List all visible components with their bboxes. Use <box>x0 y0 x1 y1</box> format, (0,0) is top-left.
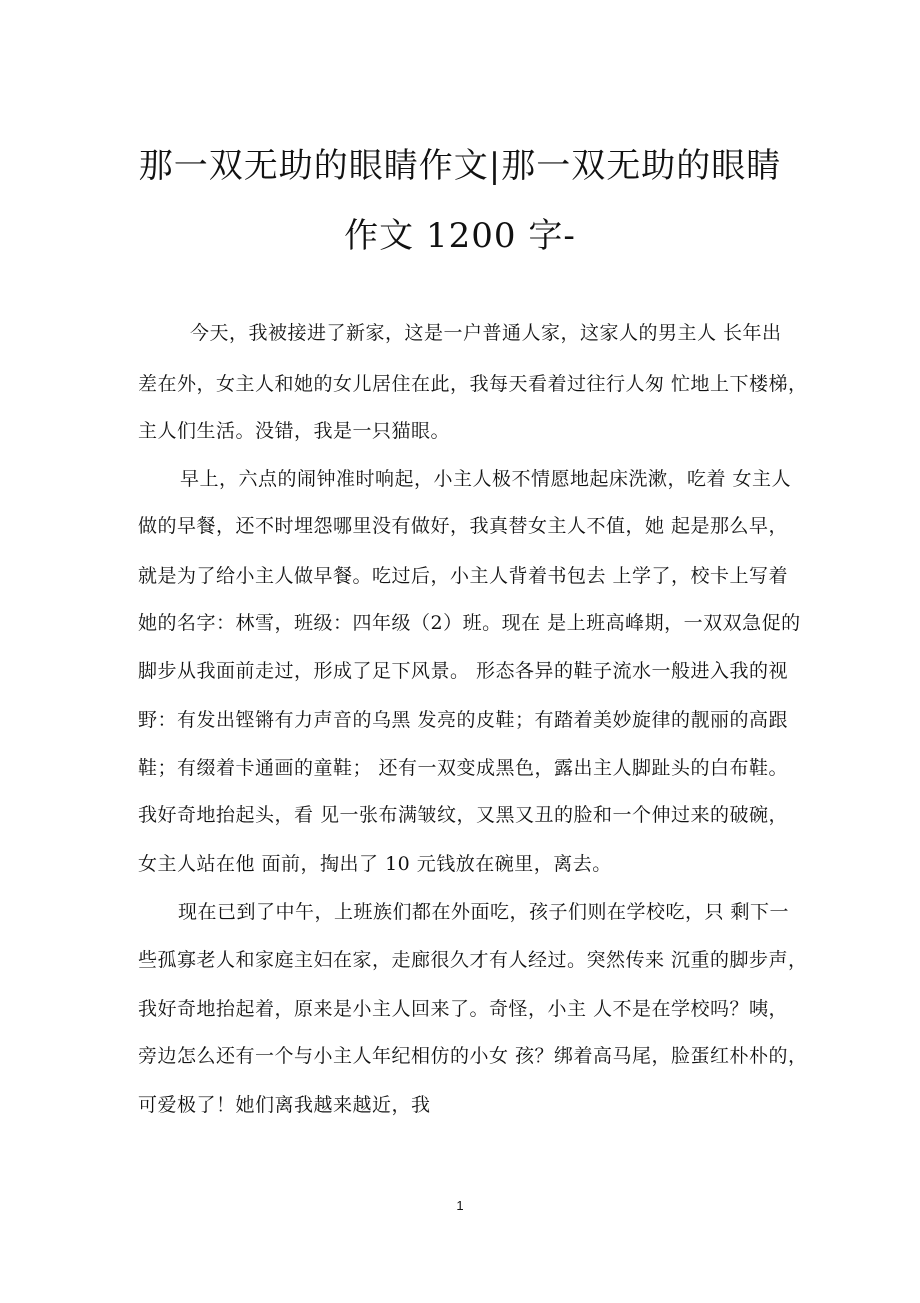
paragraph-2-line-4: 她的名字：林雪，班级：四年级（2）班。现在 是上班高峰期，一双双急促的 <box>138 612 801 634</box>
paragraph-3-line-4: 旁边怎么还有一个与小主人年纪相仿的小女 孩？绑着高马尾，脸蛋红朴朴的， <box>138 1045 808 1067</box>
paragraph-2-line-1: 早上，六点的闹钟准时响起，小主人极不情愿地起床洗漱，吃着 女主人 <box>180 468 792 490</box>
paragraph-2-line-8: 我好奇地抬起头，看 见一张布满皱纹，又黑又丑的脸和一个伸过来的破碗， <box>138 804 789 826</box>
paragraph-2-line-2: 做的早餐，还不时埋怨哪里没有做好，我真替女主人不值，她 起是那么早， <box>138 515 789 537</box>
paragraph-1-line-3: 主人们生活。没错，我是一只猫眼。 <box>138 420 451 442</box>
paragraph-2-line-9: 女主人站在他 面前，掏出了 10 元钱放在碗里，离去。 <box>138 853 612 875</box>
paragraph-1-line-2: 差在外，女主人和她的女儿居住在此，我每天看着过往行人匆 忙地上下楼梯， <box>138 373 808 395</box>
paragraph-2-line-3: 就是为了给小主人做早餐。吃过后，小主人背着书包去 上学了，校卡上写着 <box>138 565 789 587</box>
page-number: 1 <box>456 1198 464 1213</box>
paragraph-2-line-5: 脚步从我面前走过，形成了足下风景。 形态各异的鞋子流水一般进入我的视 <box>138 660 789 682</box>
paragraph-3-line-3: 我好奇地抬起着，原来是小主人回来了。奇怪，小主 人不是在学校吗？咦， <box>138 998 789 1020</box>
paragraph-1-line-1: 今天，我被接进了新家，这是一户普通人家，这家人的男主人 长年出 <box>190 322 782 344</box>
paragraph-3-line-5: 可爱极了！她们离我越来越近，我 <box>138 1094 431 1116</box>
paragraph-2-line-6: 野：有发出铿锵有力声音的乌黑 发亮的皮鞋；有踏着美妙旋律的靓丽的高跟 <box>138 709 789 731</box>
paragraph-2-line-7: 鞋；有缀着卡通画的童鞋； 还有一双变成黑色，露出主人脚趾头的白布鞋。 <box>138 757 789 779</box>
document-title-line-2: 作文 1200 字- <box>344 216 576 256</box>
paragraph-3-line-1: 现在已到了中午，上班族们都在外面吃，孩子们则在学校吃，只 剩下一 <box>178 901 790 923</box>
paragraph-3-line-2: 些孤寡老人和家庭主妇在家，走廊很久才有人经过。突然传来 沉重的脚步声， <box>138 949 808 971</box>
document-title-line-1: 那一双无助的眼睛作文|那一双无助的眼睛 <box>138 146 782 186</box>
